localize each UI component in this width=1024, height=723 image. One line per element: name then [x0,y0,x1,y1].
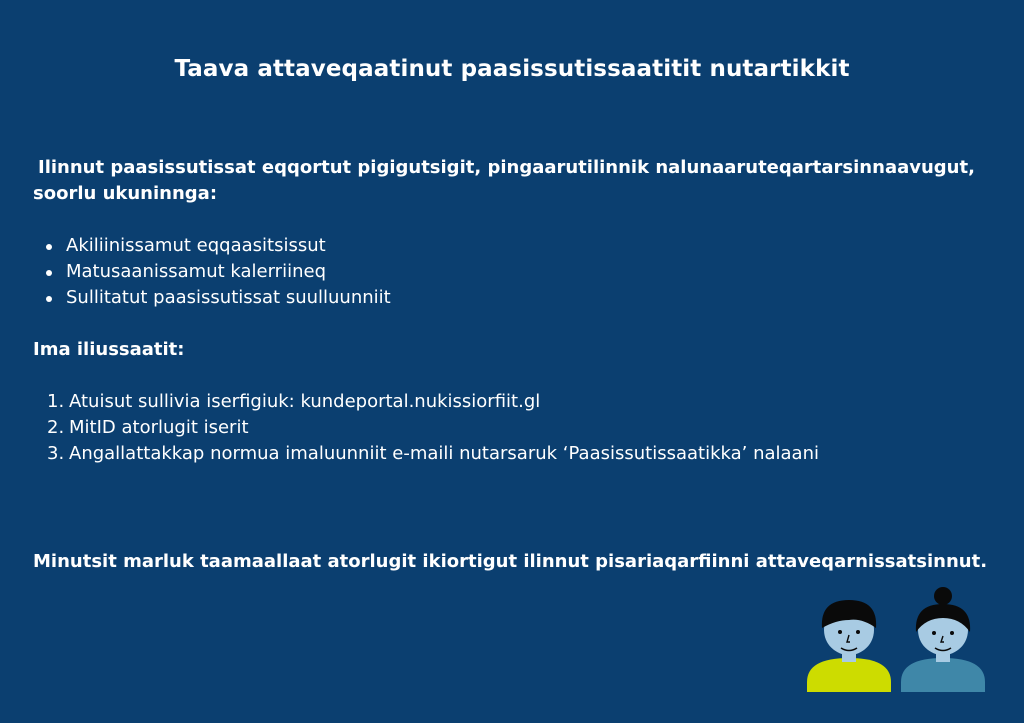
step-item [33,441,993,467]
list-item: Sullitatut paasissutissat suulluunniit [33,285,993,311]
step-item [33,389,993,415]
bullet-icon [46,270,52,276]
intro-line-2: soorlu ukuninnga: [33,183,218,204]
page-title: Taava attaveqaatinut paasissutissaatitit nutartikkit [174,56,850,82]
step-number: 2. [47,417,65,438]
intro-paragraph [33,155,993,207]
person-right-icon [901,587,985,692]
notification-list [33,233,993,311]
step-text: Atuisut sullivia iserfigiuk: kundeportal.nukissiorfiit.gl [69,391,541,412]
closing-text: Minutsit marluk taamaallaat atorlugit ikiortigut ilinnut pisariaqarfiinni attaveqarnissatsinnut. [33,551,988,572]
intro-line-1: Ilinnut paasissutissat eqqortut pigigutsigit, pingaarutilinnik nalunaaruteqartarsinnaavugut, [38,157,975,178]
bullet-icon [46,244,52,250]
bullet-icon [46,296,52,302]
step-number: 3. [47,443,65,464]
step-text: Angallattakkap normua imaluunniit e-maili nutarsaruk ‘Paasissutissaatikka’ nalaani [69,443,819,464]
step-number: 1. [47,391,65,412]
step-text: MitID atorlugit iserit [69,417,249,438]
how-heading: Ima iliussaatit: [33,339,185,360]
person-left-icon [807,600,891,692]
step-item [33,415,993,441]
people-illustration [800,582,1000,694]
main-content [33,155,993,467]
list-item: Akiliinissamut eqqaasitsissut [33,233,993,259]
steps-list [33,389,993,467]
list-item: Matusaanissamut kalerriineq [33,259,993,285]
